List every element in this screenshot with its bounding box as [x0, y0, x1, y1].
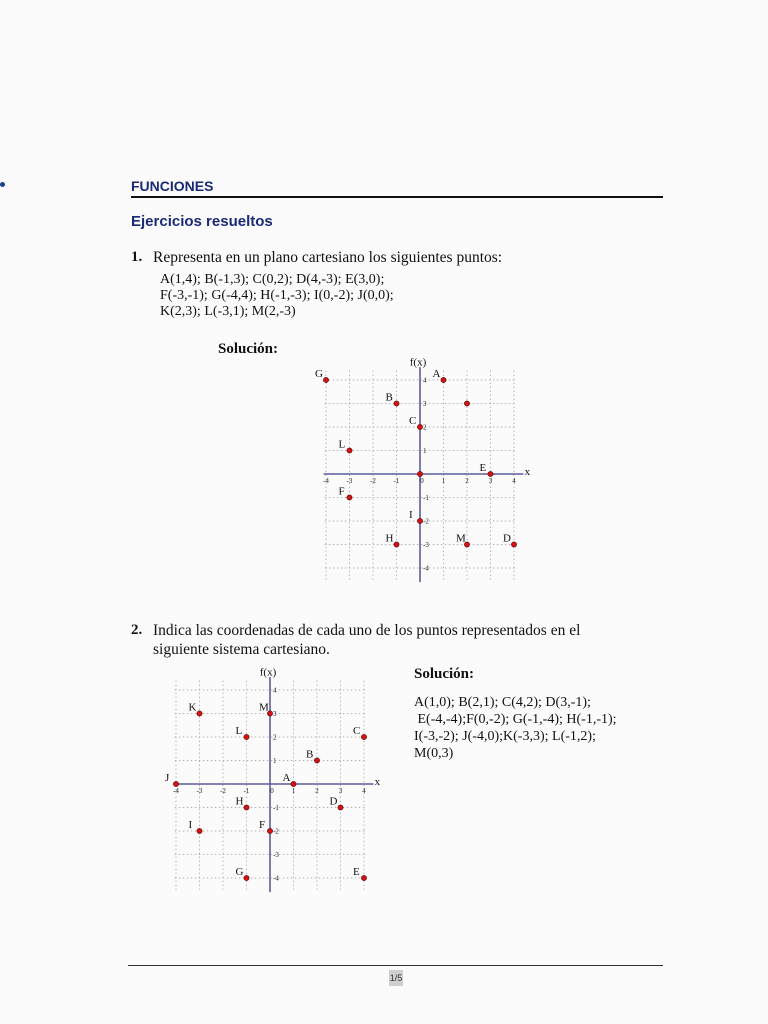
- exercise-1-points: [160, 272, 394, 320]
- x-tick-label: -2: [370, 477, 376, 485]
- data-point: [417, 518, 422, 523]
- point-label: C: [409, 415, 417, 427]
- x-tick-label: 2: [315, 787, 319, 795]
- y-tick-label: 1: [423, 447, 427, 455]
- point-label: A: [282, 772, 291, 784]
- point-label: F: [259, 819, 266, 831]
- solution-line: A(1,0); B(2,1); C(4,2); D(3,-1);: [414, 695, 591, 710]
- x-axis-label: x: [524, 466, 531, 478]
- data-point: [361, 875, 366, 880]
- y-tick-label: -1: [423, 494, 429, 502]
- x-tick-label: -1: [393, 477, 400, 485]
- x-tick-label: 4: [362, 787, 366, 795]
- data-point: [197, 828, 202, 833]
- data-point: [464, 401, 469, 406]
- solution-line: M(0,3): [414, 746, 454, 761]
- point-label: B: [385, 391, 393, 404]
- section-title: FUNCIONES: [131, 178, 214, 194]
- y-tick-label: 1: [273, 757, 277, 765]
- data-point: [347, 495, 352, 500]
- x-tick-label: -3: [196, 787, 203, 795]
- exercise-1-prompt: Representa en un plano cartesiano los siguientes puntos:: [153, 249, 503, 266]
- point-label: E: [479, 462, 487, 474]
- exercise-1-solution-label: Solución:: [218, 341, 279, 357]
- point-label: K: [188, 701, 197, 714]
- y-tick-label: 2: [423, 423, 427, 432]
- exercise-2-cartesian-plot: [150, 658, 390, 894]
- x-tick-label: -2: [220, 787, 226, 795]
- exercise-2-prompt: [153, 621, 580, 659]
- solution-line: I(-3,-2); J(-4,0);K(-3,3); L(-1,2);: [414, 729, 596, 744]
- point-label: I: [409, 509, 413, 521]
- x-tick-label: 3: [488, 477, 493, 485]
- y-tick-label: -2: [273, 827, 279, 836]
- point-label: H: [235, 795, 244, 808]
- y-tick-label: -4: [273, 874, 279, 883]
- data-point: [197, 711, 202, 716]
- point-label: F: [338, 485, 345, 498]
- exercise-1-cartesian-plot: [300, 348, 540, 584]
- y-tick-label: 3: [273, 710, 277, 718]
- points-line: F(-3,-1); G(-4,4); H(-1,-3); I(0,-2); J(0,0);: [160, 288, 394, 303]
- x-tick-label: 4: [512, 477, 516, 485]
- x-tick-label: 1: [291, 787, 296, 795]
- data-point: [394, 401, 399, 406]
- data-point: [511, 542, 516, 547]
- x-tick-label: 0: [270, 787, 274, 795]
- point-label: C: [353, 725, 361, 737]
- y-axis-label: f(x): [259, 666, 277, 679]
- data-point: [267, 828, 272, 833]
- page-subtitle: Ejercicios resueltos: [131, 213, 273, 230]
- y-tick-label: -3: [273, 851, 279, 859]
- data-point: [347, 448, 352, 453]
- y-tick-label: 4: [423, 376, 427, 385]
- prompt-line: Indica las coordenadas de cada uno de los puntos representados en el: [153, 622, 581, 639]
- bullet-marker: [0, 182, 5, 187]
- data-point: [314, 758, 319, 763]
- y-axis-label: f(x): [409, 356, 427, 369]
- point-label: G: [235, 866, 244, 878]
- y-tick-label: 4: [273, 686, 277, 695]
- x-tick-label: -4: [323, 477, 329, 485]
- y-tick-label: 3: [423, 400, 427, 408]
- point-label: B: [306, 748, 314, 761]
- point-label: H: [385, 532, 394, 545]
- data-point: [417, 424, 422, 429]
- x-tick-label: -1: [243, 787, 250, 795]
- data-point: [441, 377, 446, 382]
- data-point: [244, 734, 249, 739]
- data-point: [244, 805, 249, 810]
- point-label: D: [503, 532, 511, 545]
- point-label: A: [432, 368, 441, 380]
- y-tick-label: 2: [273, 733, 277, 742]
- data-point: [323, 377, 328, 382]
- point-label: E: [353, 866, 360, 878]
- x-axis-label: x: [374, 776, 381, 788]
- exercise-2-number: 2.: [131, 622, 143, 638]
- point-label: M: [259, 701, 269, 714]
- point-label: I: [188, 819, 193, 831]
- data-point: [394, 542, 399, 547]
- solution-line: E(-4,-4);F(0,-2); G(-1,-4); H(-1,-1);: [414, 712, 617, 727]
- page-number: 1/5: [389, 970, 403, 986]
- point-label: L: [338, 438, 346, 451]
- data-point: [338, 805, 343, 810]
- data-point: [488, 471, 493, 476]
- y-tick-label: -4: [423, 564, 429, 573]
- point-label: L: [235, 725, 243, 737]
- data-point: [244, 875, 249, 880]
- point-label: M: [456, 532, 466, 545]
- x-tick-label: 3: [338, 787, 343, 795]
- footer-rule: [128, 965, 663, 966]
- exercise-2-solution: [414, 694, 654, 762]
- y-tick-label: -2: [423, 517, 429, 526]
- data-point: [417, 471, 422, 476]
- x-tick-label: -3: [346, 477, 353, 485]
- point-label: J: [165, 772, 170, 784]
- y-tick-label: -3: [423, 541, 429, 549]
- x-tick-label: 1: [441, 477, 446, 485]
- x-tick-label: 2: [465, 477, 469, 485]
- point-label: G: [315, 368, 323, 380]
- x-tick-label: -4: [173, 787, 179, 795]
- point-label: D: [329, 795, 338, 808]
- exercise-1-number: 1.: [131, 249, 143, 265]
- points-line: A(1,4); B(-1,3); C(0,2); D(4,-3); E(3,0);: [160, 272, 385, 287]
- header-rule: [131, 196, 663, 198]
- y-tick-label: -1: [273, 804, 279, 812]
- points-line: K(2,3); L(-3,1); M(2,-3): [160, 304, 296, 319]
- exercise-2-solution-label: Solución:: [414, 666, 475, 682]
- data-point: [173, 781, 178, 786]
- prompt-line: siguiente sistema cartesiano.: [153, 641, 330, 658]
- data-point: [291, 781, 296, 786]
- x-tick-label: 0: [420, 477, 424, 485]
- data-point: [361, 734, 366, 739]
